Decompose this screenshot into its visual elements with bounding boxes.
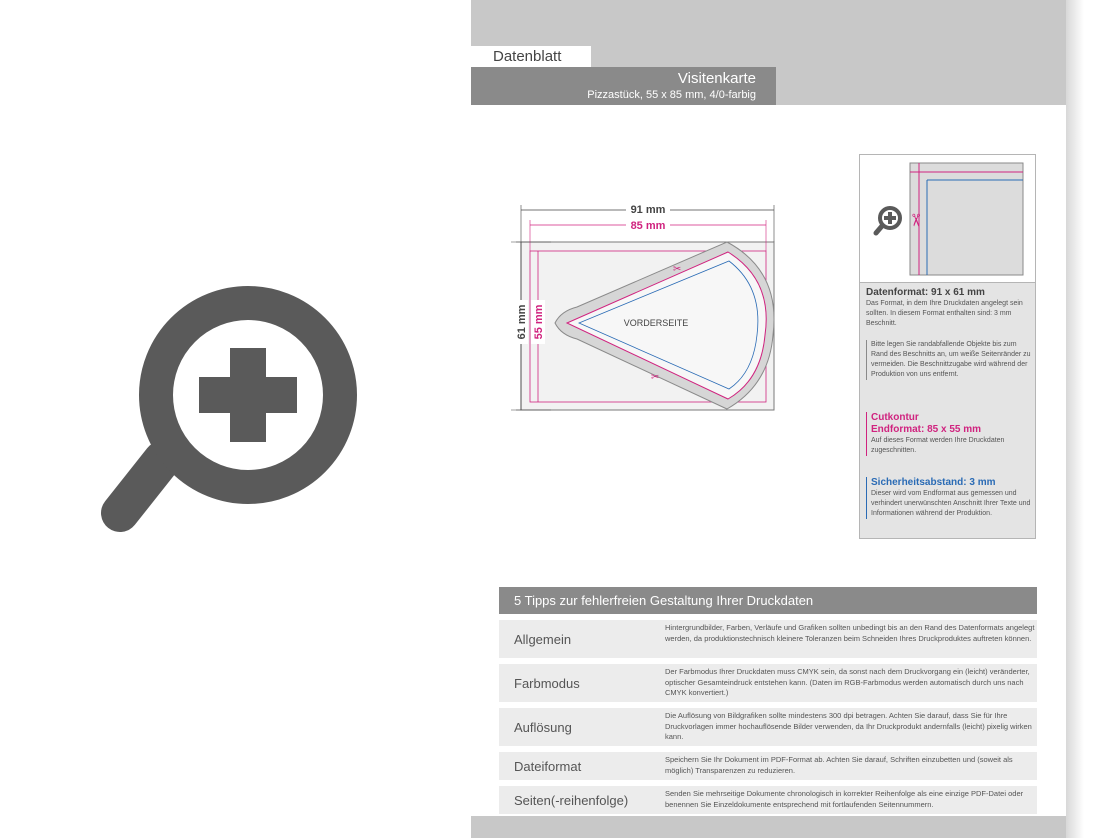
tips-table — [499, 587, 1037, 814]
tip-text: Senden Sie mehrseitige Dokumente chronologisch in korrekter Reihenfolge als eine einzige PDF-Datei oder benennen Sie Einzeldokumente entsprechend mit fortlaufenden Seitennummern. — [665, 789, 1024, 809]
width-final-label: 85 mm — [630, 220, 666, 232]
page-shadow — [1066, 0, 1084, 838]
format-diagram — [511, 195, 811, 420]
tip-label: Seiten(-reihenfolge) — [514, 793, 629, 808]
corner-preview — [860, 155, 1035, 283]
tip-text: Der Farbmodus Ihrer Druckdaten muss CMYK sein, da sonst nach dem Druckvorgang ein (leicht) veränderter, optischer Gesamteindruck entstehen kann. (Daten im RGB-Farbmodus werden automatisch durch uns nach CMYK konvertiert.) — [665, 667, 1030, 697]
footer-band — [471, 816, 1066, 838]
final-format-heading: Endformat: 85 x 55 mm — [871, 424, 982, 435]
datasheet-tab: Datenblatt — [471, 46, 591, 67]
height-total-label: 61 mm — [516, 304, 528, 340]
format-text: Das Format, in dem Ihre Druckdaten angelegt sein sollten. In diesem Format enthalten sind: 3 mm Beschnitt. — [866, 300, 1023, 327]
width-total-label: 91 mm — [630, 204, 666, 216]
product-title: Visitenkarte — [677, 70, 756, 87]
scissors-icon: ✂ — [651, 372, 660, 383]
zoom-in-icon[interactable] — [876, 208, 900, 233]
tip-text: Die Auflösung von Bildgrafiken sollte mindestens 300 dpi betragen. Achten Sie darauf, dass Sie für Ihre Druckvorlagen immer hochauflösende Bilder verwenden, da Ihr Druckprodukt andernfalls (leicht) pixelig wirken kann. — [665, 711, 1032, 741]
cut-contour-info — [866, 412, 1036, 456]
safety-info — [866, 477, 1036, 519]
front-side-label: VORDERSEITE — [623, 318, 689, 328]
format-heading: Datenformat: 91 x 61 mm — [866, 287, 985, 298]
tip-label: Allgemein — [514, 632, 572, 647]
height-dimensions — [481, 235, 551, 415]
tip-label: Auflösung — [514, 720, 572, 735]
scissors-icon: ✂ — [673, 264, 682, 275]
tip-row — [499, 708, 1037, 746]
datasheet-page — [471, 0, 1066, 838]
tip-label: Dateiformat — [514, 759, 582, 774]
cut-text: Auf dieses Format werden Ihre Druckdaten zugeschnitten. — [871, 437, 1005, 454]
safety-text: Dieser wird vom Endformat aus gemessen und verhindert unerwünschten Anschnitt Ihrer Texte und Informationen während der Produktion. — [871, 490, 1031, 517]
format-info — [866, 287, 1031, 380]
scissors-icon: ✂ — [906, 213, 925, 228]
legend-panel — [859, 154, 1036, 539]
tip-row — [499, 620, 1037, 658]
tip-row — [499, 664, 1037, 702]
tip-row — [499, 752, 1037, 780]
cut-heading: Cutkontur — [871, 412, 919, 423]
product-subtitle: Pizzastück, 55 x 85 mm, 4/0-farbig — [587, 89, 756, 101]
zoom-in-icon[interactable] — [100, 285, 360, 550]
bleed-hint: Bitte legen Sie randabfallende Objekte bis zum Rand des Beschnitts an, um weiße Seitenränder zu vermeiden. Die Beschnittzugabe wird während der Produktion von uns entfernt. — [866, 340, 1031, 380]
title-box — [471, 67, 776, 105]
safety-heading: Sicherheitsabstand: 3 mm — [871, 477, 996, 488]
tip-label: Farbmodus — [514, 676, 580, 691]
tip-text: Hintergrundbilder, Farben, Verläufe und Grafiken sollten unbedingt bis an den Rand des Datenformats angelegt werden, da produktionstechnisch kleinere Toleranzen beim Schneiden Ihres Druckproduktes auftreten können. — [665, 623, 1035, 643]
height-final-label: 55 mm — [533, 304, 545, 340]
tip-row — [499, 786, 1037, 814]
tip-text: Speichern Sie Ihr Dokument im PDF-Format ab. Achten Sie darauf, Schriften einzubetten und (soweit als möglich) Transparenzen zu reduzieren. — [665, 755, 1013, 775]
tips-header: 5 Tipps zur fehlerfreien Gestaltung Ihrer Druckdaten — [499, 587, 1037, 614]
